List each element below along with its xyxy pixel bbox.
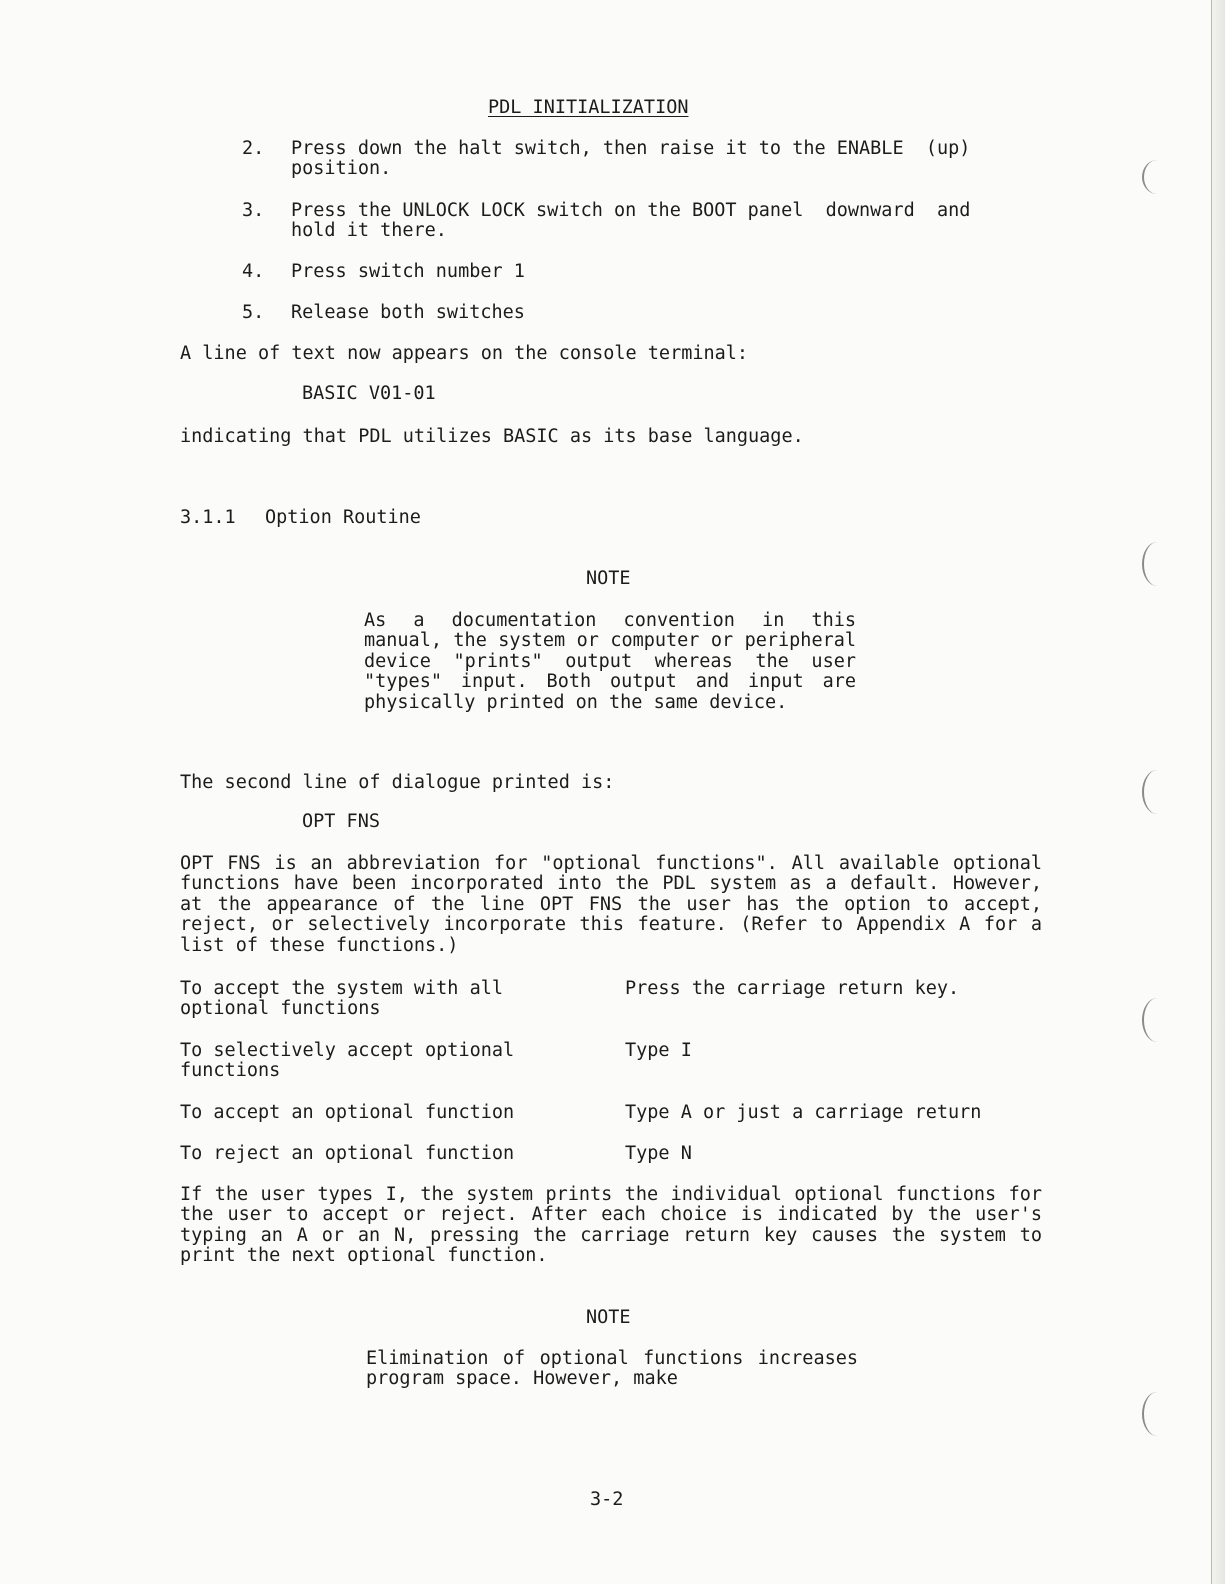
page-edge-shadow <box>1211 0 1225 1584</box>
paragraph-if-user: If the user types I, the system prints the individual optional functions for the user to accept or reject. After each choice is indicated by the user's typing an A or an N, pressing the carriage return key causes the system to print the next optional function. <box>180 1184 1042 1267</box>
option-action: To accept an optional function <box>180 1102 515 1123</box>
binder-mark <box>1142 160 1172 194</box>
page-edge-line <box>1211 0 1212 1584</box>
paragraph-console: A line of text now appears on the console terminal: <box>180 343 749 364</box>
step-text-continued: position. <box>291 158 392 179</box>
page-heading: PDL INITIALIZATION <box>488 97 689 118</box>
note-title: NOTE <box>586 1307 631 1328</box>
option-action: To accept the system with all <box>180 978 504 999</box>
step-text: Press switch number 1 <box>291 261 525 282</box>
note-title: NOTE <box>586 568 631 589</box>
binder-mark <box>1142 770 1172 814</box>
step-number: 3. <box>242 200 265 221</box>
step-text: Release both switches <box>291 302 525 323</box>
step-number: 5. <box>242 302 265 323</box>
option-action-continued: functions <box>180 1060 281 1081</box>
paragraph-opt-fns: OPT FNS is an abbreviation for "optional functions". All available optional functions have been incorporated into the PDL system as a default. However, at the appearance of the line OPT FNS the user has the option to accept, reject, or selectively incorporate this feature. (Refer to Appendix A for a list of these functions.) <box>180 853 1042 956</box>
note-body: As a documentation convention in this manual, the system or computer or peripheral device "prints" output whereas the user "types" input. Both output and input are physically printed on the same device. <box>364 610 856 713</box>
note-body: Elimination of optional functions increases program space. However, make <box>366 1348 858 1390</box>
option-action: To selectively accept optional <box>180 1040 515 1061</box>
step-text: Press the UNLOCK LOCK switch on the BOOT panel downward and <box>291 200 971 221</box>
option-instruction: Type I <box>625 1040 692 1061</box>
binder-mark <box>1142 542 1172 586</box>
option-action-continued: optional functions <box>180 998 381 1019</box>
basic-version-line: BASIC V01-01 <box>302 383 436 404</box>
step-number: 4. <box>242 261 265 282</box>
section-title: Option Routine <box>265 507 421 528</box>
page-number: 3-2 <box>590 1489 624 1510</box>
option-instruction: Press the carriage return key. <box>625 978 960 999</box>
section-number: 3.1.1 <box>180 507 236 528</box>
binder-mark <box>1142 998 1172 1042</box>
opt-fns-line: OPT FNS <box>302 811 380 832</box>
paragraph-second-line: The second line of dialogue printed is: <box>180 772 615 793</box>
option-instruction: Type N <box>625 1143 692 1164</box>
step-number: 2. <box>242 138 265 159</box>
step-text-continued: hold it there. <box>291 220 447 241</box>
binder-mark <box>1142 1392 1172 1436</box>
option-instruction: Type A or just a carriage return <box>625 1102 982 1123</box>
step-text: Press down the halt switch, then raise it to the ENABLE (up) <box>291 138 971 159</box>
option-action: To reject an optional function <box>180 1143 515 1164</box>
paragraph-indicating: indicating that PDL utilizes BASIC as its base language. <box>180 426 804 447</box>
